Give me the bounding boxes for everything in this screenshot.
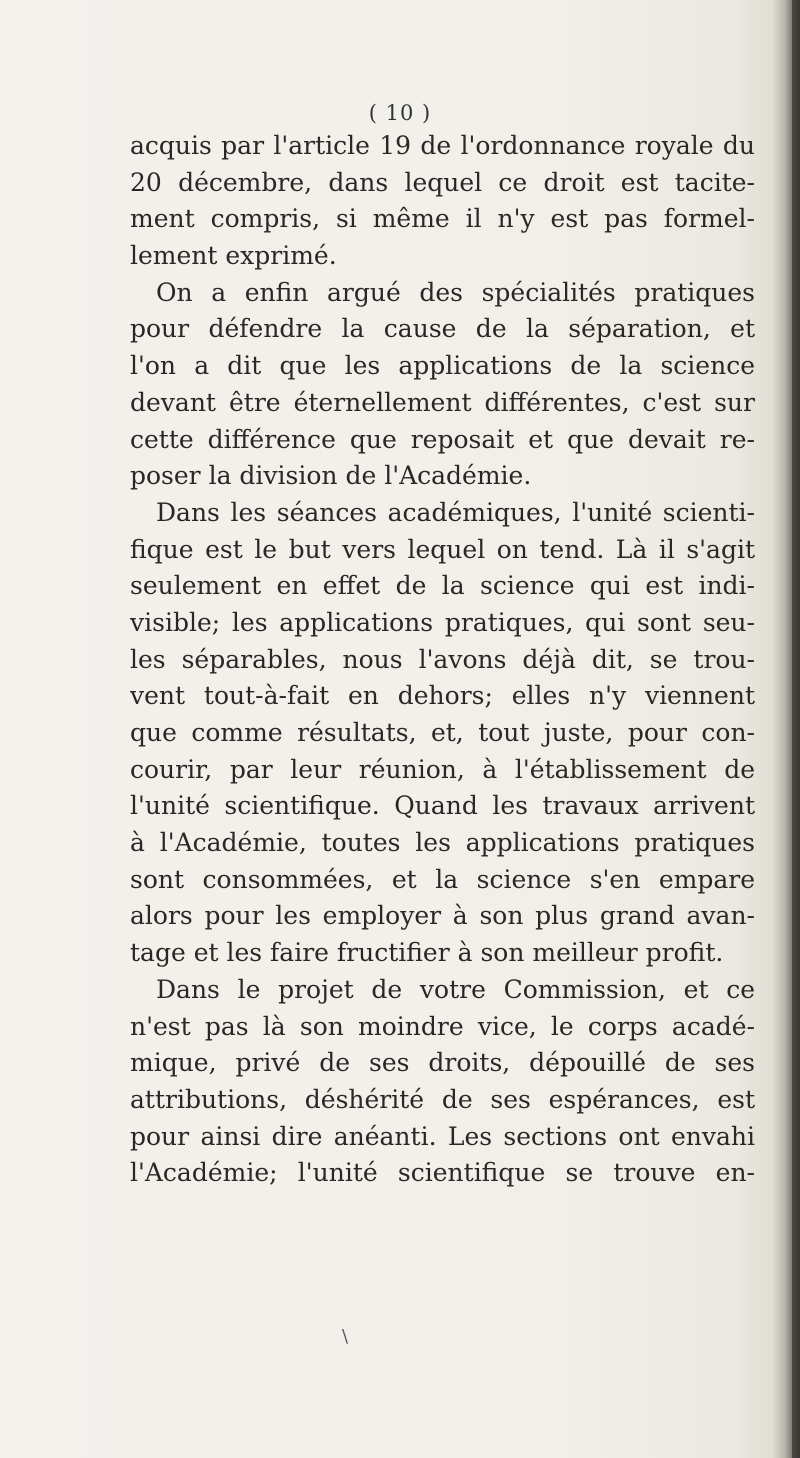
text-line: sont consommées, et la science s'en empare <box>130 864 755 894</box>
text-line: 20 décembre, dans lequel ce droit est tacite- <box>130 167 755 197</box>
text-line: acquis par l'article 19 de l'ordonnance royale du <box>130 131 755 160</box>
text-line: attributions, déshérité de ses espérances, est <box>130 1084 755 1114</box>
text-line: seulement en effet de la science qui est indi- <box>130 571 755 601</box>
text-line: visible; les applications pratiques, qui sont seu- <box>130 607 755 637</box>
text-line: alors pour les employer à son plus grand avan- <box>130 901 755 931</box>
text-line: cette différence que reposait et que devait re- <box>130 424 755 454</box>
text-line: mique, privé de ses droits, dépouillé de ses <box>130 1048 755 1078</box>
stray-mark: \ <box>342 1326 349 1347</box>
book-binding-edge <box>792 0 800 1458</box>
body-text <box>130 128 755 1192</box>
text-line: On a enfin argué des spécialités pratiques <box>156 277 755 307</box>
page-number: ( 10 ) <box>368 101 432 125</box>
text-line: Dans les séances académiques, l'unité scienti- <box>156 497 755 527</box>
text-line: l'Académie; l'unité scientifique se trouve en- <box>130 1158 755 1188</box>
text-line: ment compris, si même il n'y est pas formel- <box>130 204 755 234</box>
text-line: vent tout-à-fait en dehors; elles n'y viennent <box>130 681 755 711</box>
text-line: pour ainsi dire anéanti. Les sections ont envahi <box>130 1121 755 1151</box>
text-line: que comme résultats, et, tout juste, pour con- <box>130 718 755 747</box>
text-line: à l'Académie, toutes les applications pratiques <box>130 828 755 858</box>
text-line: l'unité scientifique. Quand les travaux arrivent <box>130 791 755 821</box>
text-line: devant être éternellement différentes, c'est sur <box>130 387 755 417</box>
text-line: poser la division de l'Académie. <box>130 461 532 491</box>
text-line: courir, par leur réunion, à l'établissement de <box>130 754 755 784</box>
text-line: n'est pas là son moindre vice, le corps acadé- <box>130 1011 755 1041</box>
text-line: tage et les faire fructifier à son meilleur profit. <box>130 938 724 968</box>
text-line: l'on a dit que les applications de la science <box>130 351 755 381</box>
text-line: les séparables, nous l'avons déjà dit, se trou- <box>130 644 755 674</box>
text-line: lement exprimé. <box>130 241 337 271</box>
text-line: pour défendre la cause de la séparation, et <box>130 314 755 344</box>
text-line: Dans le projet de votre Commission, et ce <box>156 974 755 1004</box>
text-line: fique est le but vers lequel on tend. Là il s'agit <box>130 534 755 564</box>
